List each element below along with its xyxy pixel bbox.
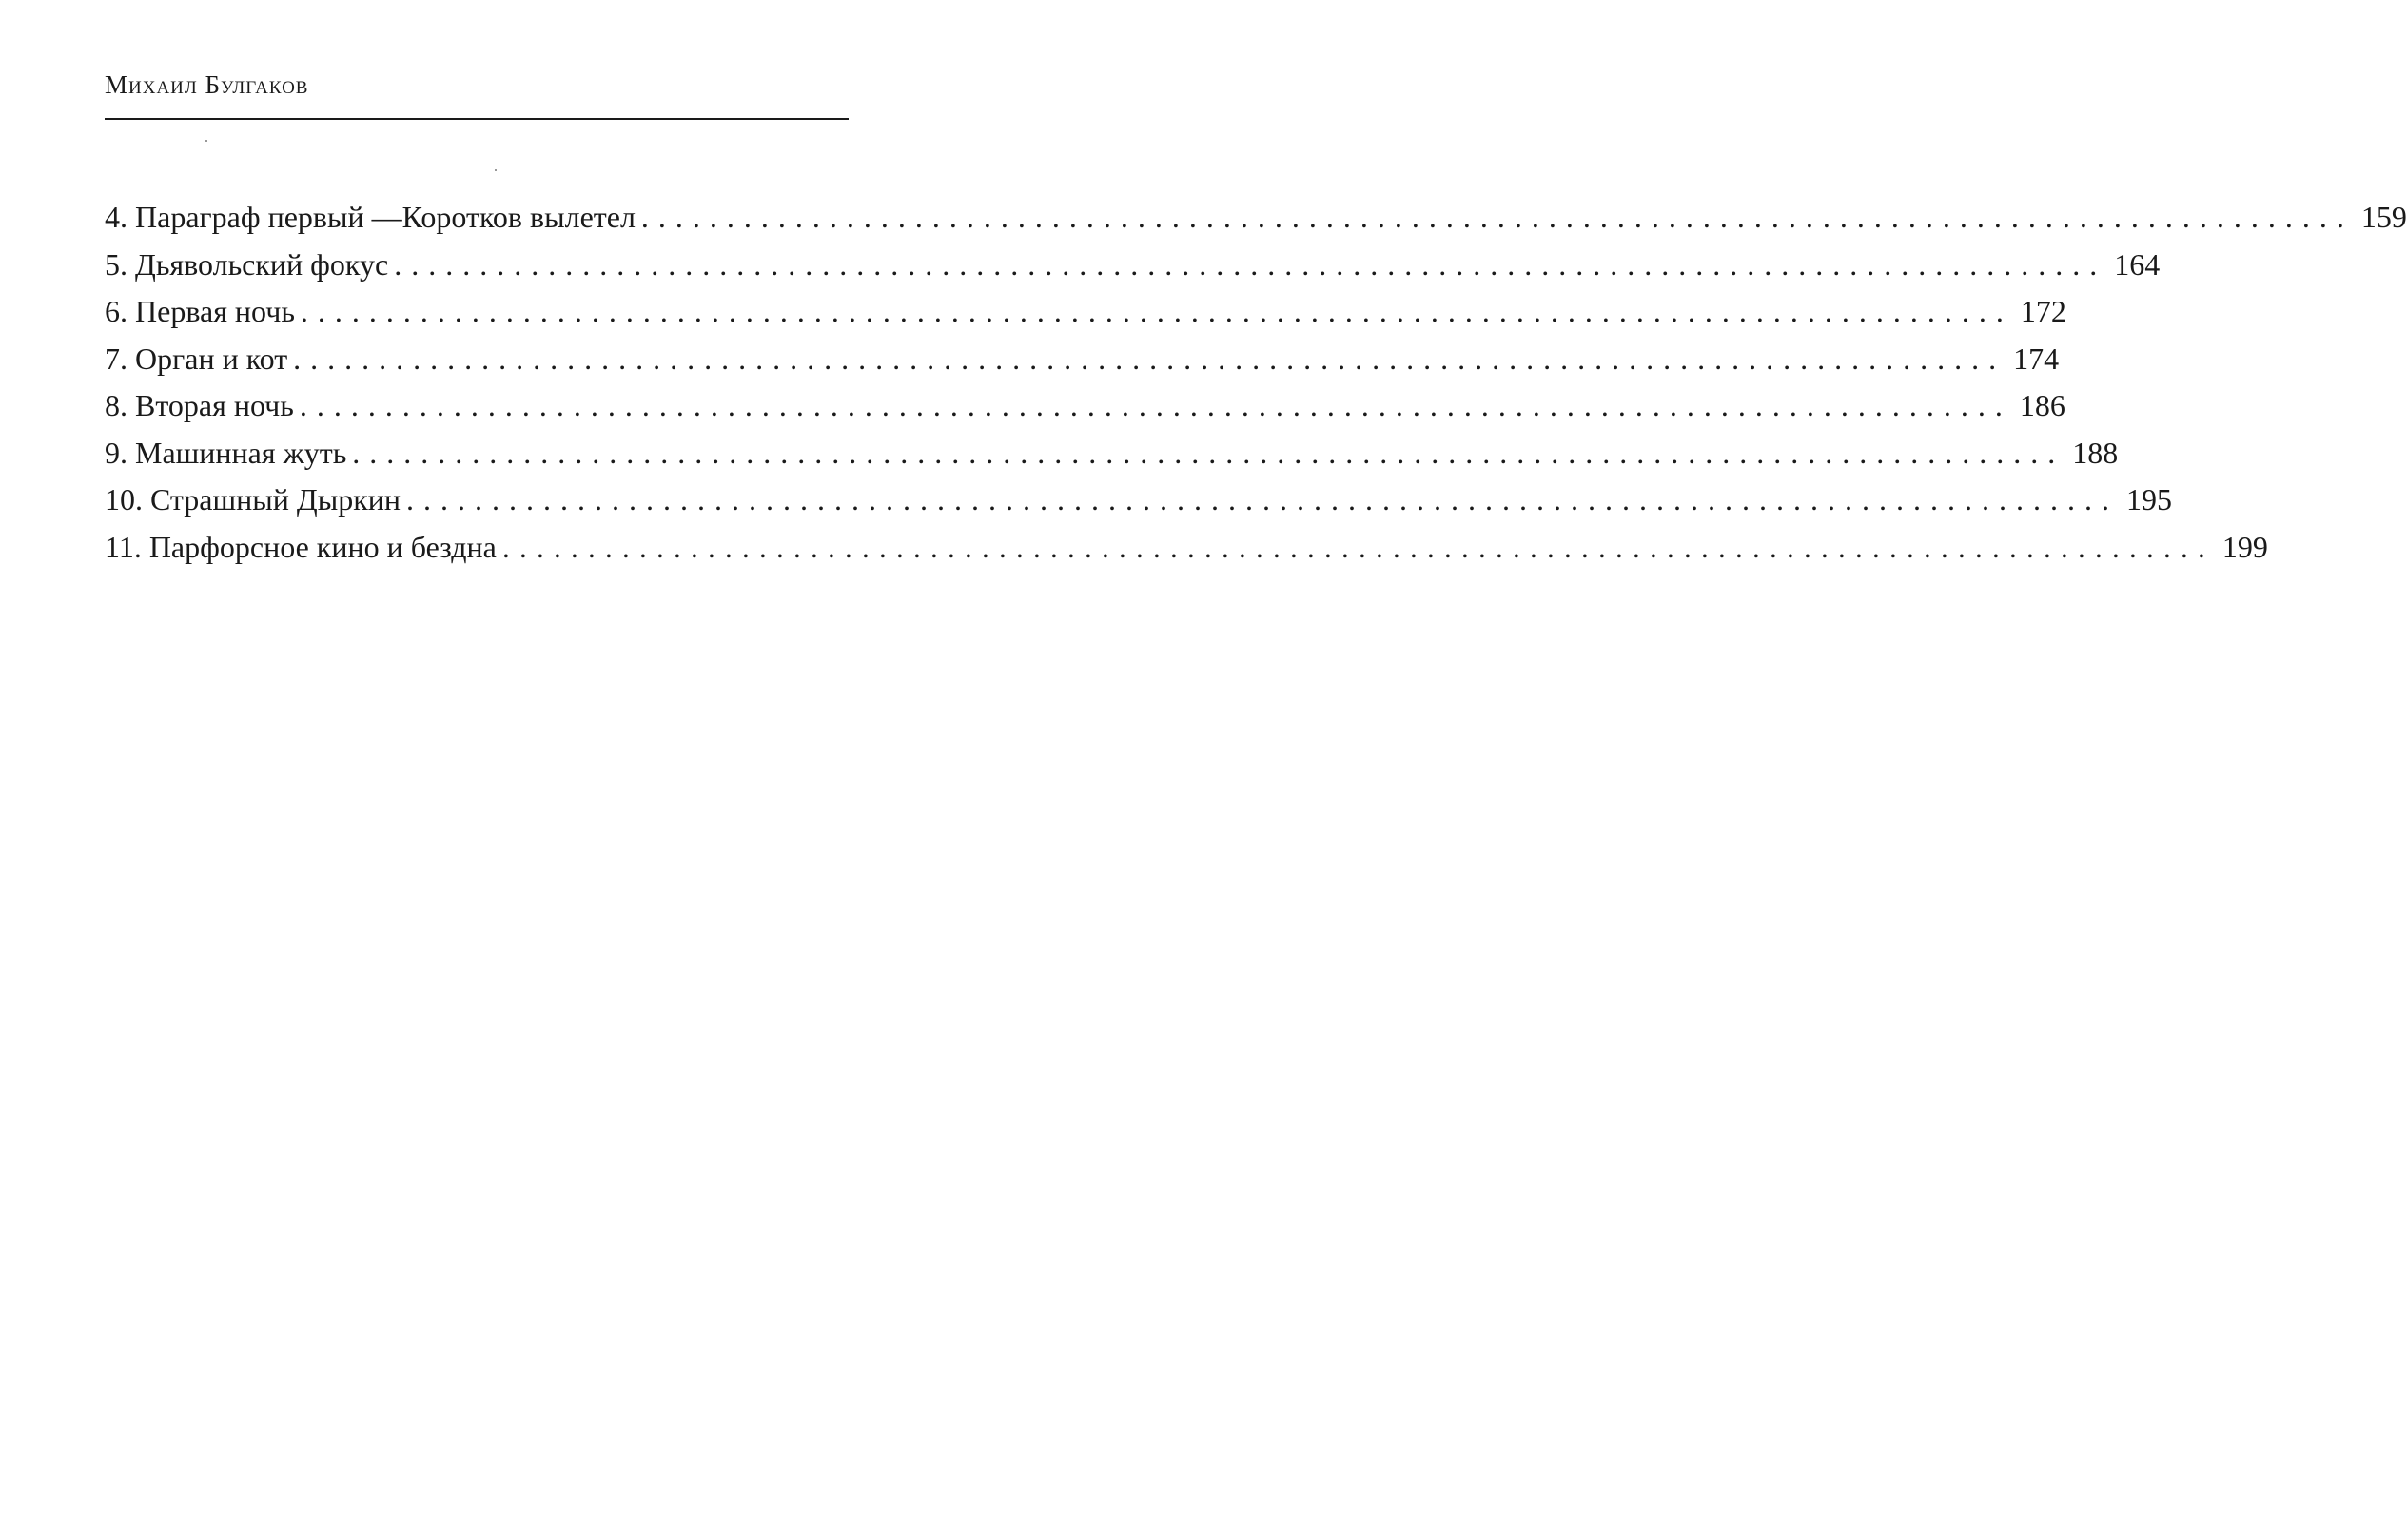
- toc-entry-title: 4. Параграф первый —Коротков вылетел: [105, 200, 636, 234]
- toc-entry-page: 195: [2126, 482, 2173, 517]
- dot-leader: ....................................................................................................: [406, 482, 2120, 517]
- toc-entry-page: 164: [2114, 246, 2161, 282]
- dot-leader: ....................................................................................................: [300, 294, 2013, 328]
- toc-entry-page: 174: [2013, 341, 2060, 376]
- toc-entry-title: 9. Машинная жуть: [105, 435, 347, 470]
- toc-entry-title: 5. Дьявольский фокус: [105, 246, 389, 282]
- toc-entry[interactable]: [105, 388, 2065, 438]
- dot-leader: ....................................................................................................: [293, 341, 2006, 376]
- toc-entry-title: 10. Страшный Дыркин: [105, 482, 401, 517]
- toc-entry-page: 186: [2019, 388, 2065, 422]
- scan-speck: [495, 169, 497, 171]
- toc-entry-title: 8. Вторая ночь: [105, 388, 294, 422]
- toc-entry-title: 11. Парфорсное кино и бездна: [105, 529, 497, 564]
- toc-entry-page: 199: [2221, 529, 2268, 564]
- toc-entry-page: 188: [2072, 435, 2119, 470]
- running-head: Михаил Булгаков: [105, 70, 309, 99]
- toc-entry-title: 6. Первая ночь: [105, 294, 295, 328]
- header-rule: [105, 118, 849, 120]
- table-of-contents: [105, 200, 2407, 578]
- dot-leader: ....................................................................................................: [352, 435, 2065, 470]
- toc-entry[interactable]: [105, 246, 2161, 297]
- toc-entry[interactable]: [105, 200, 2407, 249]
- toc-entry[interactable]: [105, 435, 2119, 485]
- toc-entry[interactable]: [105, 482, 2173, 532]
- toc-entry[interactable]: [105, 294, 2066, 343]
- toc-entry-page: 172: [2020, 294, 2066, 328]
- dot-leader: ....................................................................................................: [299, 388, 2012, 422]
- dot-leader: ....................................................................................................: [501, 529, 2215, 564]
- dot-leader: ....................................................................................................: [394, 246, 2107, 282]
- toc-entry[interactable]: [105, 341, 2060, 391]
- toc-entry-page: 159: [2360, 200, 2407, 234]
- scan-speck: [205, 140, 207, 142]
- toc-entry-title: 7. Орган и кот: [105, 341, 288, 376]
- toc-entry[interactable]: [105, 529, 2268, 579]
- dot-leader: ....................................................................................................: [640, 200, 2354, 234]
